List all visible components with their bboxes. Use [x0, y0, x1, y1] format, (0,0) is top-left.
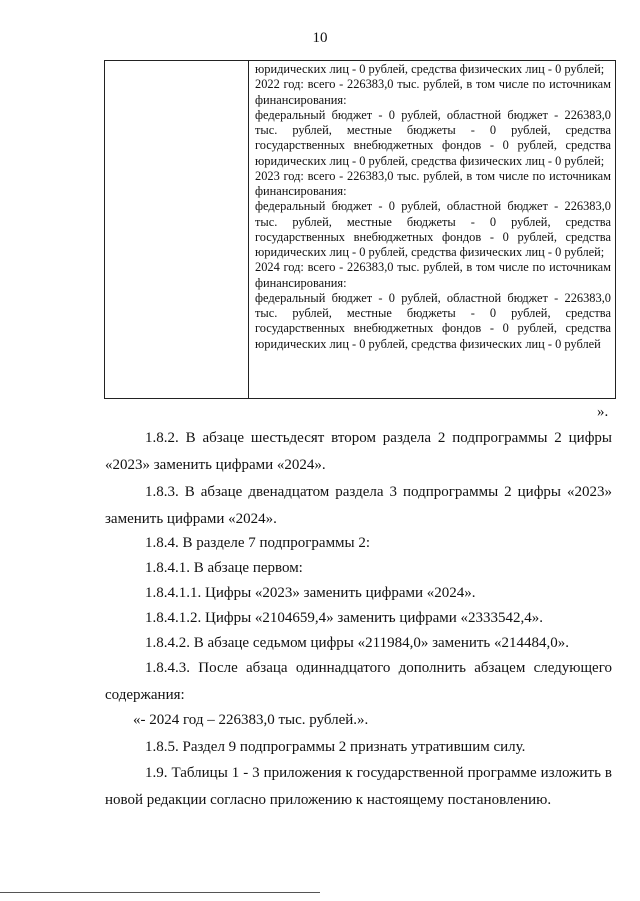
- table-cell-text: федеральный бюджет - 0 рублей, областной бюджет - 226383,0 тыс. рублей, местные бюджеты - 0 рублей, средства государственных внебюджетных фондов - 0 рублей, средства юридических лиц - 0 рублей, средства физических лиц - 0 рублей;: [255, 199, 611, 259]
- paragraph-1-8-4-2: 1.8.4.2. В абзаце седьмом цифры «211984,0» заменить «214484,0».: [145, 635, 570, 651]
- table-right-cell: [255, 62, 611, 352]
- paragraph-1-8-2: 1.8.2. В абзаце шестьдесят втором раздела 2 подпрограммы 2 цифры «2023» заменить цифрами «2024».: [105, 430, 612, 473]
- paragraph-1-8-4-1-2: 1.8.4.1.2. Цифры «2104659,4» заменить цифрами «2333542,4».: [145, 610, 544, 626]
- table-closing-quote: ».: [597, 404, 609, 420]
- table-left-cell: [105, 61, 249, 398]
- paragraph-quote-2024: «- 2024 год – 226383,0 тыс. рублей.».: [133, 712, 369, 728]
- financing-table: [104, 60, 616, 399]
- paragraph-1-8-4: 1.8.4. В разделе 7 подпрограммы 2:: [145, 535, 371, 551]
- table-cell-text: 2022 год: всего - 226383,0 тыс. рублей, в том числе по источникам финансирования:: [255, 77, 611, 107]
- table-cell-text: юридических лиц - 0 рублей, средства физических лиц - 0 рублей;: [255, 62, 605, 76]
- page-number: 10: [312, 30, 328, 46]
- paragraph-1-8-5: 1.8.5. Раздел 9 подпрограммы 2 признать утратившим силу.: [145, 739, 526, 755]
- table-cell-text: федеральный бюджет - 0 рублей, областной бюджет - 226383,0 тыс. рублей, местные бюджеты - 0 рублей, средства государственных внебюджетных фондов - 0 рублей, средства юридических лиц - 0 рублей, средства физических лиц - 0 рублей;: [255, 107, 611, 168]
- paragraph-1-8-4-1-1: 1.8.4.1.1. Цифры «2023» заменить цифрами «2024».: [145, 585, 476, 601]
- footer-divider: [0, 892, 320, 893]
- paragraph-1-8-4-3: 1.8.4.3. После абзаца одиннадцатого дополнить абзацем следующего содержания:: [105, 660, 612, 703]
- paragraph-1-8-3: 1.8.3. В абзаце двенадцатом раздела 3 подпрограммы 2 цифры «2023» заменить цифрами «2024».: [105, 484, 612, 527]
- table-cell-text: 2024 год: всего - 226383,0 тыс. рублей, в том числе по источникам финансирования:: [255, 260, 611, 290]
- paragraph-1-9: 1.9. Таблицы 1 - 3 приложения к государственной программе изложить в новой редакции согласно приложению к настоящему постановлению.: [105, 765, 612, 808]
- table-cell-text: федеральный бюджет - 0 рублей, областной бюджет - 226383,0 тыс. рублей, местные бюджеты - 0 рублей, средства государственных внебюджетных фондов - 0 рублей, средства юридических лиц - 0 рублей, средства физических лиц - 0 рублей: [255, 290, 611, 351]
- table-cell-text: 2023 год: всего - 226383,0 тыс. рублей, в том числе по источникам финансирования:: [255, 168, 611, 198]
- paragraph-1-8-4-1: 1.8.4.1. В абзаце первом:: [145, 560, 303, 576]
